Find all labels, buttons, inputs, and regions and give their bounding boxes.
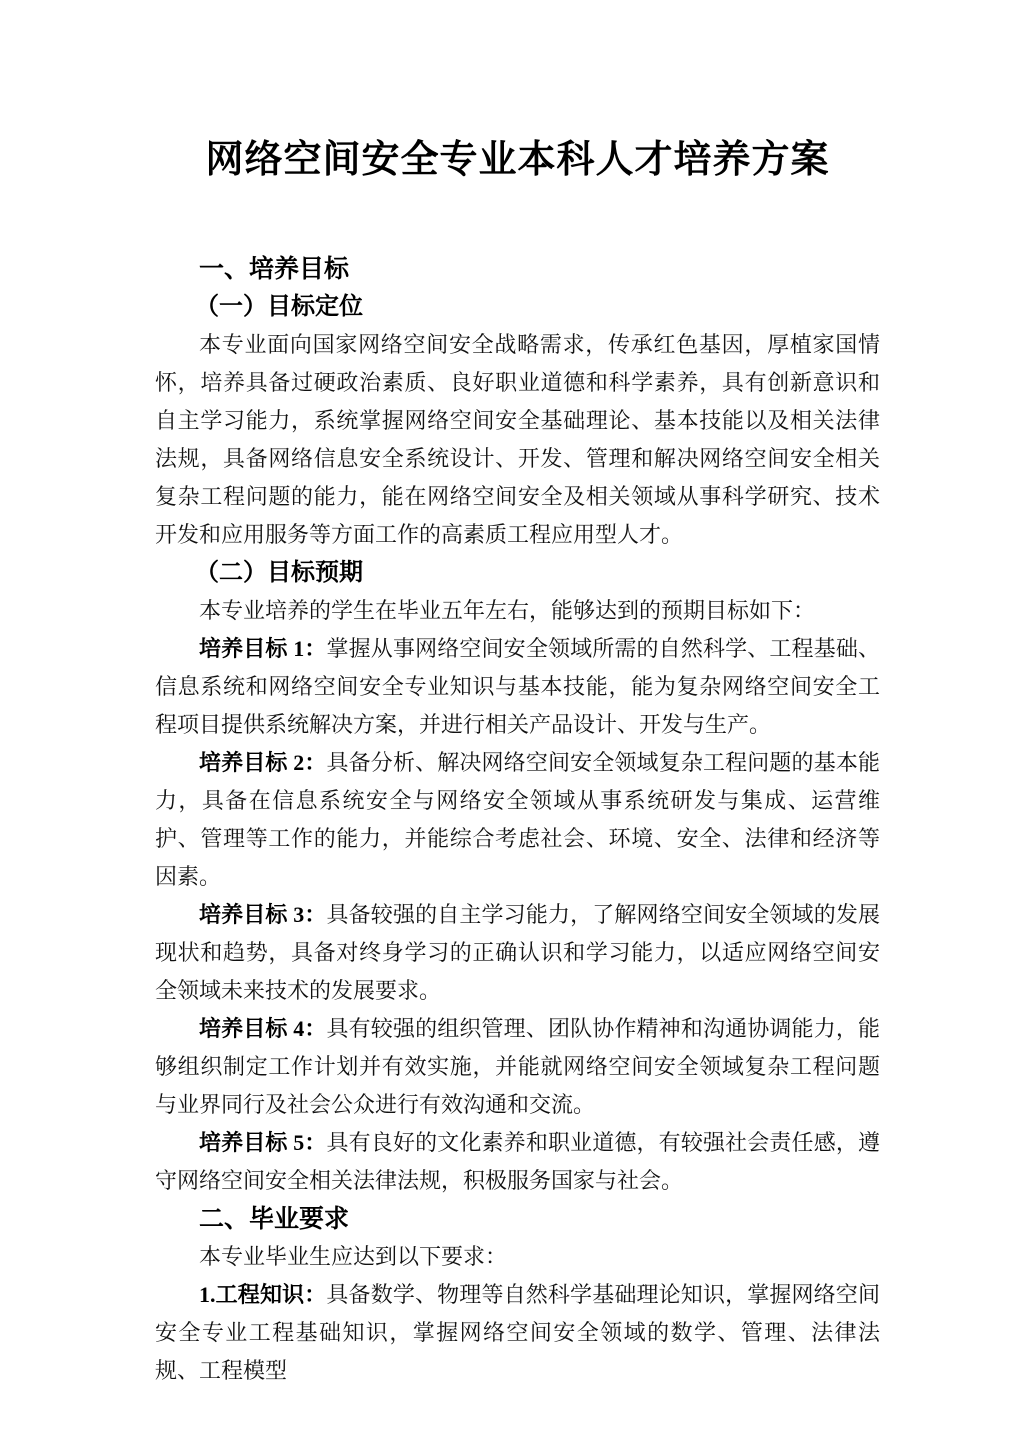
goal-4-text: 具有较强的组织管理、团队协作精神和沟通协调能力，能够组织制定工作计划并有效实施，并能就网络空间安全领域复杂工程问题与业界同行及社会公众进行有效沟通和交流。 [155,1016,880,1117]
goal-5-text: 具有良好的文化素养和职业道德，有较强社会责任感，遵守网络空间安全相关法律法规，积极服务国家与社会。 [155,1130,880,1193]
paragraph-goal-1 [155,630,880,744]
paragraph-goal-5 [155,1124,880,1200]
subsection-heading-objective-expectation: （二）目标预期 [195,559,363,586]
goal-3-label: 培养目标 3： [199,902,327,927]
document-title: 网络空间安全专业本科人才培养方案 [205,139,830,181]
paragraph-goal-2 [155,744,880,896]
goal-5-label: 培养目标 5： [199,1130,327,1155]
goal-4-label: 培养目标 4： [199,1016,327,1041]
goal-2-text: 具备分析、解决网络空间安全领域复杂工程问题的基本能力，具备在信息系统安全与网络安全领域从事系统研发与集成、运营维护、管理等工作的能力，并能综合考虑社会、环境、安全、法律和经济等因素。 [155,750,880,889]
goal-1-text: 掌握从事网络空间安全领域所需的自然科学、工程基础、信息系统和网络空间安全专业知识与基本技能，能为复杂网络空间安全工程项目提供系统解决方案，并进行相关产品设计、开发与生产。 [155,636,880,737]
paragraph-goal-4 [155,1010,880,1124]
requirement-1-label: 1.工程知识： [199,1282,327,1307]
goal-2-label: 培养目标 2： [199,750,327,775]
paragraph-expectation-intro: 本专业培养的学生在毕业五年左右，能够达到的预期目标如下： [199,598,816,623]
section-heading-training-objectives: 一、培养目标 [199,255,350,283]
goal-3-text: 具备较强的自主学习能力，了解网络空间安全领域的发展现状和趋势，具备对终身学习的正确认识和学习能力，以适应网络空间安全领域未来技术的发展要求。 [155,902,880,1003]
requirement-1-text: 具备数学、物理等自然科学基础理论知识，掌握网络空间安全专业工程基础知识，掌握网络空间安全领域的数学、管理、法律法规、工程模型 [155,1282,880,1383]
section-heading-graduation-requirements: 二、毕业要求 [199,1205,350,1233]
goal-1-label: 培养目标 1： [199,636,327,661]
subsection-heading-objective-positioning: （一）目标定位 [195,293,363,320]
paragraph-requirement-1 [155,1276,880,1390]
paragraph-goal-3 [155,896,880,1010]
paragraph-objective-positioning: 本专业面向国家网络空间安全战略需求，传承红色基因，厚植家国情怀，培养具备过硬政治素质、良好职业道德和科学素养，具有创新意识和自主学习能力，系统掌握网络空间安全基础理论、基本技能以及相关法律法规，具备网络信息安全系统设计、开发、管理和解决网络空间安全相关复杂工程问题的能力，能在网络空间安全及相关领域从事科学研究、技术开发和应用服务等方面工作的高素质工程应用型人才。 [155,332,880,547]
paragraph-requirements-intro: 本专业毕业生应达到以下要求： [199,1244,508,1269]
